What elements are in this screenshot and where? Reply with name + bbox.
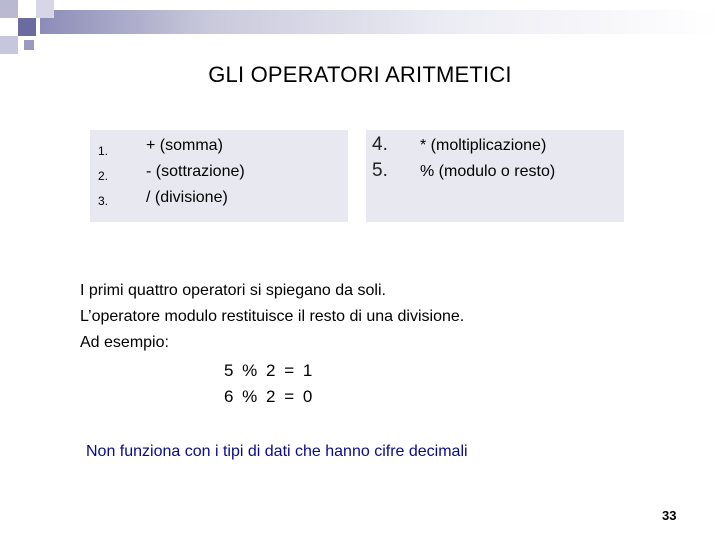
paragraph-line: I primi quattro operatori si spiegano da soli.	[80, 282, 386, 299]
decorative-square	[18, 18, 36, 36]
list-number: 3.	[98, 194, 109, 208]
decorative-square	[24, 40, 34, 50]
list-number: 2.	[98, 169, 109, 183]
list-item: + (somma)	[146, 137, 223, 154]
decorative-square	[0, 0, 18, 18]
list-item: - (sottrazione)	[146, 163, 245, 180]
list-number: 4.	[372, 134, 388, 155]
list-item: * (moltiplicazione)	[420, 137, 547, 154]
paragraph-line: L’operatore modulo restituisce il resto di una divisione.	[80, 308, 465, 325]
paragraph-line: Ad esempio:	[80, 334, 169, 351]
list-item: % (modulo o resto)	[420, 163, 556, 180]
operators-list-left	[90, 130, 348, 222]
list-number: 5.	[372, 160, 388, 181]
example-expression: 6 % 2 = 0	[224, 387, 315, 406]
operators-list-right	[366, 130, 624, 222]
decorative-top-band	[40, 10, 720, 34]
list-item: / (divisione)	[146, 189, 228, 206]
decorative-square	[36, 0, 54, 18]
slide-title: GLI OPERATORI ARITMETICI	[208, 62, 512, 87]
page-number: 33	[662, 508, 677, 523]
note-text: Non funziona con i tipi di dati che hanno cifre decimali	[86, 443, 468, 460]
list-number: 1.	[98, 144, 109, 158]
decorative-square	[0, 36, 18, 54]
example-expression: 5 % 2 = 1	[224, 361, 315, 380]
